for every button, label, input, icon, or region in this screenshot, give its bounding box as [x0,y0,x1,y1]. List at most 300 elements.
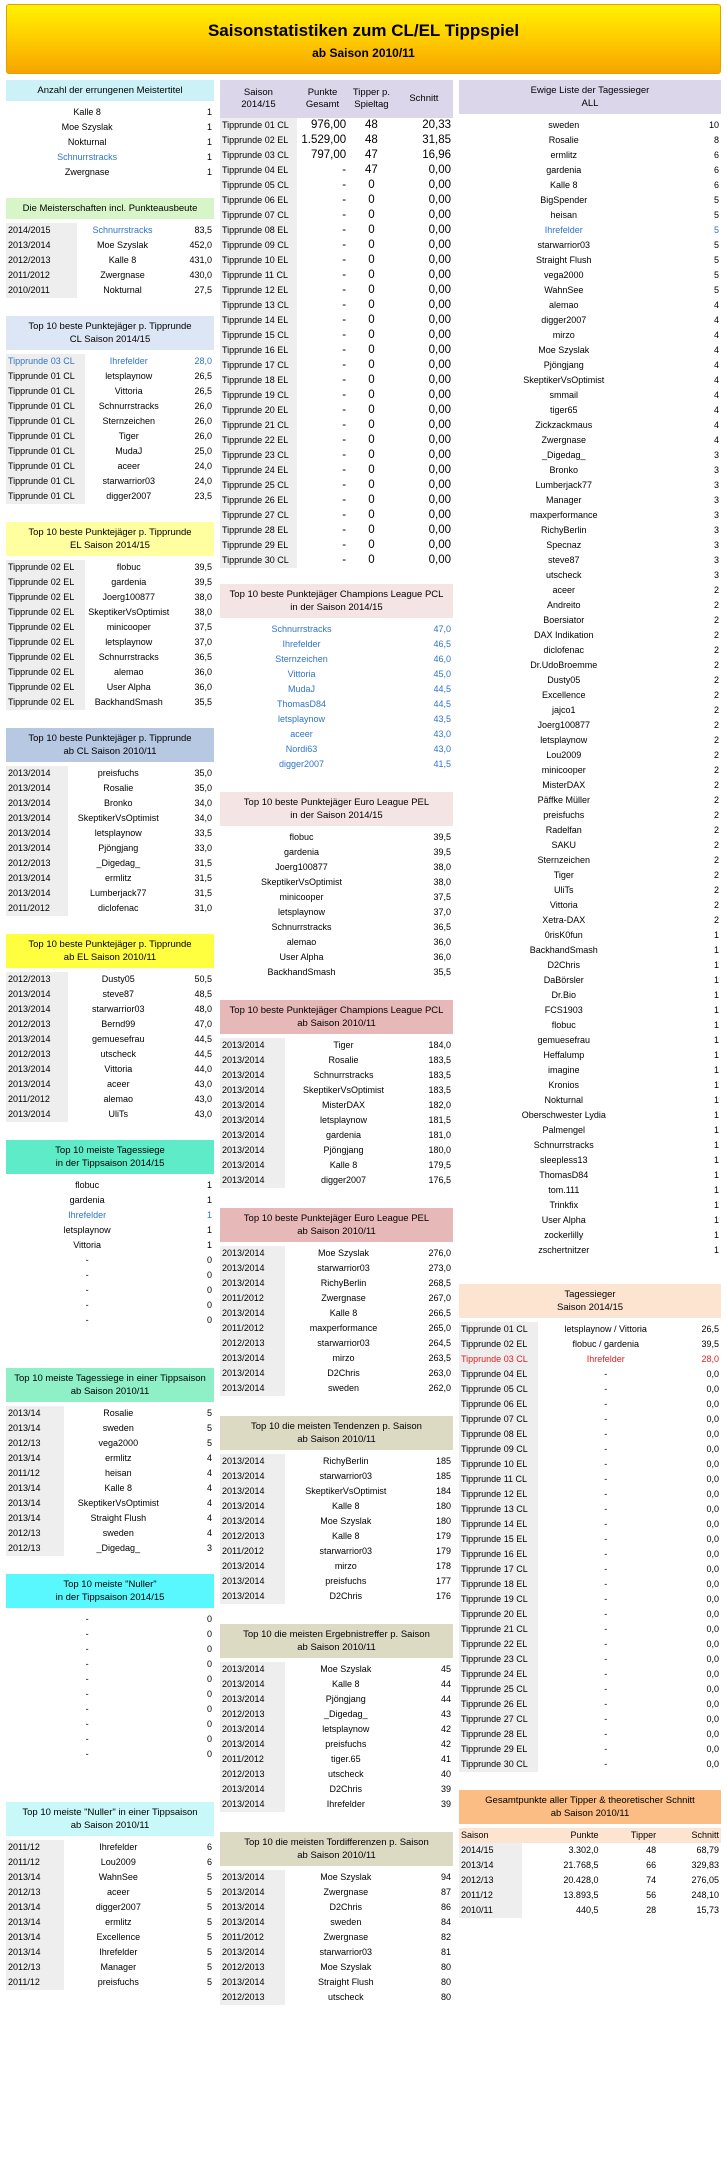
saison-stats-cell: 0,00 [428,419,451,431]
tagessieger-section-cell: - [604,1429,608,1439]
top10-cl-all-section-cell: 31,5 [194,888,212,898]
ewige-liste-section-cell: ThomasD84 [539,1170,589,1180]
meisterschaften-section-cell: Zwergnase [100,270,145,280]
top10-el-all-section-table [6,972,214,1122]
ewige-liste-section-cell: 4 [713,420,719,430]
pcl-section-row [220,757,453,772]
top10-cl-section-cell: 25,0 [194,446,212,456]
pel-all-section-cell: 262,0 [428,1383,451,1393]
gesamtpunkte-table [459,1828,721,1918]
meisterschaften-section-row [6,268,214,283]
saison-stats-cell: 0 [368,269,375,281]
ewige-liste-section-cell: 2 [713,720,719,730]
ewige-liste-section-row [459,838,721,853]
tagessieger-section-cell: 0,0 [706,1519,719,1529]
top10-cl-section-cell: 24,0 [194,476,212,486]
top10-cl-all-section-row [6,841,214,856]
top10-el-section [6,522,214,710]
ewige-liste-section-row [459,328,721,343]
pel-section-cell: 39,5 [433,847,451,857]
top10-el-section-cell: 39,5 [194,562,212,572]
ewige-liste-section-cell: Tiger [553,870,574,880]
pcl-section-cell: digger2007 [279,759,325,769]
saison-stats-cell: 0,00 [428,224,451,236]
pel-all-section-cell: 263,5 [428,1353,451,1363]
top10-el-section-cell: Tipprunde 02 EL [6,605,85,620]
nuller-all-section-cell: Manager [100,1962,137,1972]
tagessiege-section-cell: - [85,1255,89,1265]
tagessiege-all-section-cell: Straight Flush [90,1513,147,1523]
tagessiege-all-section-cell: 2012/13 [6,1526,64,1541]
ewige-liste-section-cell: 2 [713,615,719,625]
saison-stats-cell: 0,00 [428,389,451,401]
top10-el-all-section-cell: 43,0 [194,1079,212,1089]
pcl-section-title: Top 10 beste Punktejäger Champions League PCL [229,589,444,600]
pcl-all-section-cell: Rosalie [328,1055,359,1065]
tagessiege-section-cell: Ihrefelder [68,1210,107,1220]
ewige-liste-section-cell: 6 [713,165,719,175]
ewige-liste-section-cell: 2 [713,870,719,880]
pcl-section-cell: 46,5 [433,639,451,649]
nuller-section-row [6,1732,214,1747]
tagessieger-section-cell: 0,0 [706,1654,719,1664]
ewige-liste-section-cell: mirzo [552,330,575,340]
ewige-liste-section-cell: sweden [548,120,580,130]
saison-stats-cell: Tipprunde 03 CL [220,148,297,163]
tagessiege-section-cell: - [85,1270,89,1280]
ewige-liste-section-cell: Oberschwester Lydia [521,1110,606,1120]
tagessieger-section-cell: - [604,1699,608,1709]
gesamtpunkte-row [459,1858,721,1873]
tagessiege-all-section-cell: vega2000 [98,1438,139,1448]
saison-stats-cell: 0,00 [428,254,451,266]
tagessieger-section-cell: 0,0 [706,1729,719,1739]
top10-el-section-subtitle: EL Saison 2014/15 [70,540,150,551]
meisterschaften-section-row [6,253,214,268]
ewige-liste-section-row [459,313,721,328]
pel-all-section-table [220,1246,453,1396]
nuller-all-section-cell: 5 [206,1917,212,1927]
meistertitel-section-cell: Kalle 8 [73,107,101,117]
saison-stats-cell: Tipprunde 05 CL [220,178,297,193]
saison-stats-row [220,433,453,448]
top10-el-all-section-row [6,1047,214,1062]
top10-cl-section-cell: aceer [117,461,140,471]
tagessieger-section-cell: Tipprunde 18 EL [459,1577,538,1592]
saison-stats-row [220,403,453,418]
top10-el-section-cell: 36,5 [194,652,212,662]
saison-stats-row [220,388,453,403]
pel-all-section-row [220,1306,453,1321]
nuller-section-title: Top 10 meiste "Nuller" [63,1579,157,1590]
top10-el-section-cell: Tipprunde 02 EL [6,695,85,710]
saison-stats-row [220,133,453,148]
tagessiege-section-cell: letsplaynow [63,1225,111,1235]
saison-stats-row [220,193,453,208]
nuller-all-section-cell: 2013/14 [6,1945,64,1960]
gesamtpunkte-row [459,1843,721,1858]
ergebnis-section-title: Top 10 die meisten Ergebnistreffer p. Saison [243,1629,430,1640]
tagessieger-section-row [459,1382,721,1397]
ergebnis-section-cell: D2Chris [329,1784,363,1794]
pel-all-section-subtitle: ab Saison 2010/11 [297,1226,376,1237]
pel-all-section-cell: Kalle 8 [329,1308,358,1318]
saison-stats-cell: 0,00 [428,464,451,476]
ewige-liste-section-cell: Zwergnase [541,435,587,445]
pcl-all-section-cell: 183,5 [428,1070,451,1080]
meistertitel-section-row [6,105,214,120]
top10-cl-all-section-cell: SkeptikerVsOptimist [77,813,159,823]
nuller-all-section-cell: 2012/13 [6,1885,64,1900]
tagessieger-section-cell: Tipprunde 16 EL [459,1547,538,1562]
pcl-section-cell: 45,0 [433,669,451,679]
nuller-all-section-cell: 5 [206,1887,212,1897]
top10-cl-all-section-cell: 31,5 [194,858,212,868]
ewige-liste-section-cell: 4 [713,315,719,325]
top10-el-section-row [6,605,214,620]
ewige-liste-section-cell: 4 [713,300,719,310]
ewige-liste-section-row [459,538,721,553]
tendenzen-section-subtitle: ab Saison 2010/11 [297,1434,376,1445]
tordiff-section-cell: sweden [330,1917,362,1927]
top10-el-section-cell: 37,5 [194,622,212,632]
pcl-section-cell: 43,5 [433,714,451,724]
ewige-liste-section-row [459,628,721,643]
tagessieger-section-cell: 39,5 [701,1339,719,1349]
top10-el-section-row [6,680,214,695]
nuller-all-section-cell: 2011/12 [6,1855,64,1870]
top10-el-all-section-cell: 2013/2014 [6,1077,68,1092]
saison-stats-cell: 16,96 [422,149,451,161]
tendenzen-section-cell: 177 [435,1576,451,1586]
gesamtpunkte-cell: 48 [646,1845,657,1855]
saison-header-cell [297,80,348,118]
nuller-all-section-cell: digger2007 [95,1902,141,1912]
saison-stats-cell: 0,00 [428,269,451,281]
tagessieger-section-row [459,1442,721,1457]
nuller-section-cell: 0 [206,1644,212,1654]
ewige-liste-section-cell: 4 [713,435,719,445]
pcl-all-section-cell: 2013/2014 [220,1083,285,1098]
ergebnis-section-cell: Kalle 8 [332,1679,360,1689]
tagessieger-section-cell: Tipprunde 19 CL [459,1592,538,1607]
tordiff-section-cell: 82 [440,1932,451,1942]
pcl-all-section-title: Top 10 beste Punktejäger Champions League PCL [229,1005,444,1016]
ewige-liste-section-cell: Nokturnal [544,1095,584,1105]
ewige-liste-section-row [459,238,721,253]
ewige-liste-section-cell: Päffke Müller [537,795,590,805]
saison-header-cell [348,80,395,118]
top10-cl-section-cell: 26,0 [194,401,212,411]
pel-section-row [220,950,453,965]
meisterschaften-section-cell: 2012/2013 [6,253,77,268]
ewige-liste-section-row [459,688,721,703]
ewige-liste-section-cell: 1 [713,1020,719,1030]
tagessieger-section-cell: 0,0 [706,1384,719,1394]
nuller-all-section-row [6,1885,214,1900]
ewige-liste-section-row [459,118,721,133]
tagessieger-section-cell: 0,0 [706,1594,719,1604]
tagessieger-section-cell: 0,0 [706,1534,719,1544]
saison-stats-cell: - [342,464,347,476]
ewige-liste-section-cell: 3 [713,510,719,520]
top10-el-all-section-cell: 43,0 [194,1109,212,1119]
ewige-liste-section-cell: Heffalump [543,1050,585,1060]
pel-all-section-cell: 263,0 [428,1368,451,1378]
ewige-liste-section-row [459,703,721,718]
nuller-all-section-row [6,1840,214,1855]
tordiff-section-row [220,1960,453,1975]
tagessieger-section-cell: - [604,1534,608,1544]
ewige-liste-section-cell: alemao [549,300,579,310]
gesamtpunkte-cell: 20.428,0 [563,1875,599,1885]
saison-stats-cell: - [342,329,347,341]
top10-cl-all-section-cell: _Digedag_ [96,858,141,868]
gesamtpunkte-cell: 28 [646,1905,657,1915]
meisterschaften-section-cell: 2010/2011 [6,283,77,298]
gesamtpunkte-row [459,1888,721,1903]
pel-section-cell: 38,0 [433,877,451,887]
pel-section-title: Top 10 beste Punktejäger Euro League PEL [243,797,430,808]
tagessieger-section-row [459,1697,721,1712]
tagessieger-section-cell: 0,0 [706,1564,719,1574]
pel-all-section-cell: 276,0 [428,1248,451,1258]
saison-stats-row [220,163,453,178]
saison-stats-cell: Tipprunde 27 CL [220,508,297,523]
tagessiege-all-section-cell: 2011/12 [6,1466,64,1481]
pcl-section-cell: Ihrefelder [282,639,321,649]
pcl-all-section-cell: 2013/2014 [220,1158,285,1173]
meisterschaften-section-cell: 27,5 [194,285,212,295]
nuller-section-cell: - [85,1704,89,1714]
tagessieger-section-row [459,1337,721,1352]
top10-cl-section-cell: Tipprunde 01 CL [6,489,85,504]
ewige-liste-section-cell: 1 [713,990,719,1000]
saison-stats-cell: Tipprunde 30 CL [220,553,297,568]
top10-el-all-section-cell: 2012/2013 [6,1047,68,1062]
top10-el-all-section [6,934,214,1122]
saison-stats-cell: 0 [368,449,375,461]
tagessiege-section-cell: gardenia [69,1195,105,1205]
ewige-liste-section-cell: 3 [713,450,719,460]
saison-stats-row [220,178,453,193]
tordiff-section-cell: 80 [440,1962,451,1972]
nuller-section-header [6,1574,214,1608]
pcl-section-row [220,712,453,727]
top10-el-section-cell: Tipprunde 02 EL [6,575,85,590]
pcl-section-cell: Sternzeichen [275,654,328,664]
saison-stats-cell: Tipprunde 16 EL [220,343,297,358]
tagessieger-section-cell: - [604,1609,608,1619]
meistertitel-section-cell: Moe Szyslak [61,122,113,132]
meistertitel-section-cell: 1 [206,107,212,117]
nuller-all-section-cell: 5 [206,1872,212,1882]
pcl-section-row [220,667,453,682]
tagessiege-all-section-cell: 2012/13 [6,1436,64,1451]
saison-stats-row [220,493,453,508]
pcl-all-section-cell: 184,0 [428,1040,451,1050]
ergebnis-section-cell: 2013/2014 [220,1677,285,1692]
pel-section-row [220,875,453,890]
ewige-liste-section-cell: 2 [713,855,719,865]
ewige-liste-section-cell: 5 [713,255,719,265]
tagessiege-all-section-row [6,1496,214,1511]
nuller-all-section-cell: 5 [206,1962,212,1972]
saison-stats-cell: 0,00 [428,284,451,296]
tagessieger-section-cell: Tipprunde 26 EL [459,1697,538,1712]
ewige-liste-section-cell: MisterDAX [542,780,586,790]
top10-cl-all-section-cell: 2013/2014 [6,781,68,796]
tordiff-section-cell: Zwergnase [323,1887,369,1897]
nuller-section-cell: 0 [206,1614,212,1624]
pel-all-section-cell: starwarrior03 [317,1338,370,1348]
saison-stats-cell: 0,00 [428,554,451,566]
ewige-liste-section-cell: _Digedag_ [542,450,586,460]
tagessieger-section-row [459,1682,721,1697]
ergebnis-section-row [220,1752,453,1767]
pel-section-row [220,860,453,875]
ewige-liste-section-cell: FCS1903 [544,1005,583,1015]
nuller-section-cell: 0 [206,1689,212,1699]
ergebnis-section-cell: 2012/2013 [220,1767,285,1782]
top10-cl-all-section-cell: Lumberjack77 [90,888,147,898]
tordiff-section-cell: 2011/2012 [220,1930,285,1945]
ewige-liste-section-cell: 2 [713,645,719,655]
top10-cl-all-section-subtitle: ab CL Saison 2010/11 [63,746,157,757]
ewige-liste-section-cell: 4 [713,390,719,400]
gesamtpunkte-cell: 2010/11 [459,1903,522,1918]
ergebnis-section-cell: Ihrefelder [326,1799,365,1809]
saison-stats-cell: 0,00 [428,404,451,416]
top10-el-all-section-cell: 2011/2012 [6,1092,68,1107]
tordiff-section-cell: Zwergnase [323,1932,369,1942]
pcl-section-row [220,652,453,667]
tagessieger-section-cell: - [604,1579,608,1589]
tagessieger-section-cell: 0,0 [706,1759,719,1769]
pel-section-table [220,830,453,980]
pel-section-cell: 36,0 [433,952,451,962]
ergebnis-section-cell: 39 [440,1799,451,1809]
tagessieger-section-cell: Tipprunde 10 EL [459,1457,538,1472]
top10-cl-section-header [6,316,214,350]
ewige-liste-section-cell: 10 [708,120,719,130]
saison-stats-cell: Tipprunde 22 EL [220,433,297,448]
pel-all-section-title: Top 10 beste Punktejäger Euro League PEL [243,1213,430,1224]
top10-cl-section-cell: Tiger [118,431,139,441]
gesamtpunkte-col-header: Saison [459,1828,522,1843]
ewige-liste-section-cell: 1 [713,930,719,940]
nuller-all-section-cell: 2012/13 [6,1960,64,1975]
saison-stats-cell: Tipprunde 21 CL [220,418,297,433]
meisterschaften-section-cell: Kalle 8 [108,255,137,265]
gesamtpunkte-cell: 2014/15 [459,1843,522,1858]
saison-stats-cell: Tipprunde 17 CL [220,358,297,373]
top10-cl-section-cell: Sternzeichen [102,416,155,426]
ewige-liste-section-cell: utscheck [546,570,582,580]
tendenzen-section-cell: 179 [435,1531,451,1541]
ewige-liste-section-row [459,1228,721,1243]
tagessieger-section-cell: Tipprunde 22 EL [459,1637,538,1652]
ewige-liste-section-cell: 5 [713,225,719,235]
top10-cl-all-section-cell: 2011/2012 [6,901,68,916]
saison-stats-cell: 0 [368,284,375,296]
tagessieger-section-row [459,1472,721,1487]
tordiff-section-row [220,1915,453,1930]
nuller-all-section-row [6,1855,214,1870]
pel-section-cell: 36,5 [433,922,451,932]
top10-el-all-section-cell: aceer [107,1079,130,1089]
ewige-liste-section-row [459,733,721,748]
pel-section-subtitle: in der Saison 2014/15 [290,810,383,821]
tordiff-section-cell: 84 [440,1917,451,1927]
ewige-liste-section-row [459,1018,721,1033]
nuller-section-row [6,1702,214,1717]
gesamtpunkte-title: Gesamtpunkte aller Tipper & theoretischer Schnitt [485,1795,695,1806]
ewige-liste-section-cell: UliTs [554,885,574,895]
meisterschaften-section-cell: Schnurrstracks [92,225,153,235]
pcl-section-row [220,697,453,712]
ewige-liste-section-cell: 1 [713,1125,719,1135]
ewige-liste-section-cell: aceer [552,585,576,595]
top10-cl-all-section-cell: 2013/2014 [6,811,68,826]
pel-all-section-row [220,1276,453,1291]
tagessiege-all-section-cell: 2013/14 [6,1406,64,1421]
ergebnis-section-cell: 43 [440,1709,451,1719]
pcl-section-cell: 41,5 [433,759,451,769]
pcl-section-row [220,637,453,652]
meistertitel-section-cell: Schnurrstracks [57,152,118,162]
ewige-liste-section-row [459,208,721,223]
pcl-all-section-cell: 179,5 [428,1160,451,1170]
tagessiege-all-section-cell: Kalle 8 [104,1483,133,1493]
saison-stats-cell: 0,00 [428,299,451,311]
nuller-all-section [6,1802,214,1990]
ewige-liste-section-row [459,973,721,988]
top10-cl-all-section-title: Top 10 beste Punktejäger p. Tipprunde [28,733,192,744]
ewige-liste-section-header [459,80,721,114]
saison-stats-cell: - [342,239,347,251]
tagessieger-section-cell: Tipprunde 21 CL [459,1622,538,1637]
pcl-all-section-cell: 182,0 [428,1100,451,1110]
tendenzen-section-cell: 2013/2014 [220,1454,285,1469]
tagessieger-section-row [459,1427,721,1442]
nuller-section-table [6,1612,214,1762]
ewige-liste-section-cell: 4 [713,375,719,385]
top10-el-section-cell: Tipprunde 02 EL [6,680,85,695]
gesamtpunkte-row [459,1903,721,1918]
tordiff-section-cell: 2013/2014 [220,1885,285,1900]
ewige-liste-section-cell: SkeptikerVsOptimist [523,375,605,385]
tagessiege-all-section-row [6,1421,214,1436]
ergebnis-section-cell: 2011/2012 [220,1752,285,1767]
tagessiege-all-section [6,1368,214,1556]
tendenzen-section-cell: 180 [435,1501,451,1511]
tagessieger-section-cell: 0,0 [706,1624,719,1634]
tagessieger-section-cell: 0,0 [706,1609,719,1619]
pel-section-cell: minicooper [279,892,324,902]
tagessieger-section-cell: 0,0 [706,1744,719,1754]
nuller-section-subtitle: in der Tippsaison 2014/15 [55,1592,165,1603]
top10-cl-all-section-row [6,796,214,811]
meisterschaften-section-cell: 452,0 [189,240,212,250]
saison-stats-cell: Tipprunde 29 EL [220,538,297,553]
meisterschaften-section-cell: Moe Szyslak [96,240,148,250]
tagessieger-section-row [459,1607,721,1622]
tagessiege-all-section-cell: heisan [105,1468,132,1478]
saison-stats-row [220,148,453,163]
tendenzen-section-cell: 184 [435,1486,451,1496]
top10-cl-section-cell: MudaJ [115,446,143,456]
